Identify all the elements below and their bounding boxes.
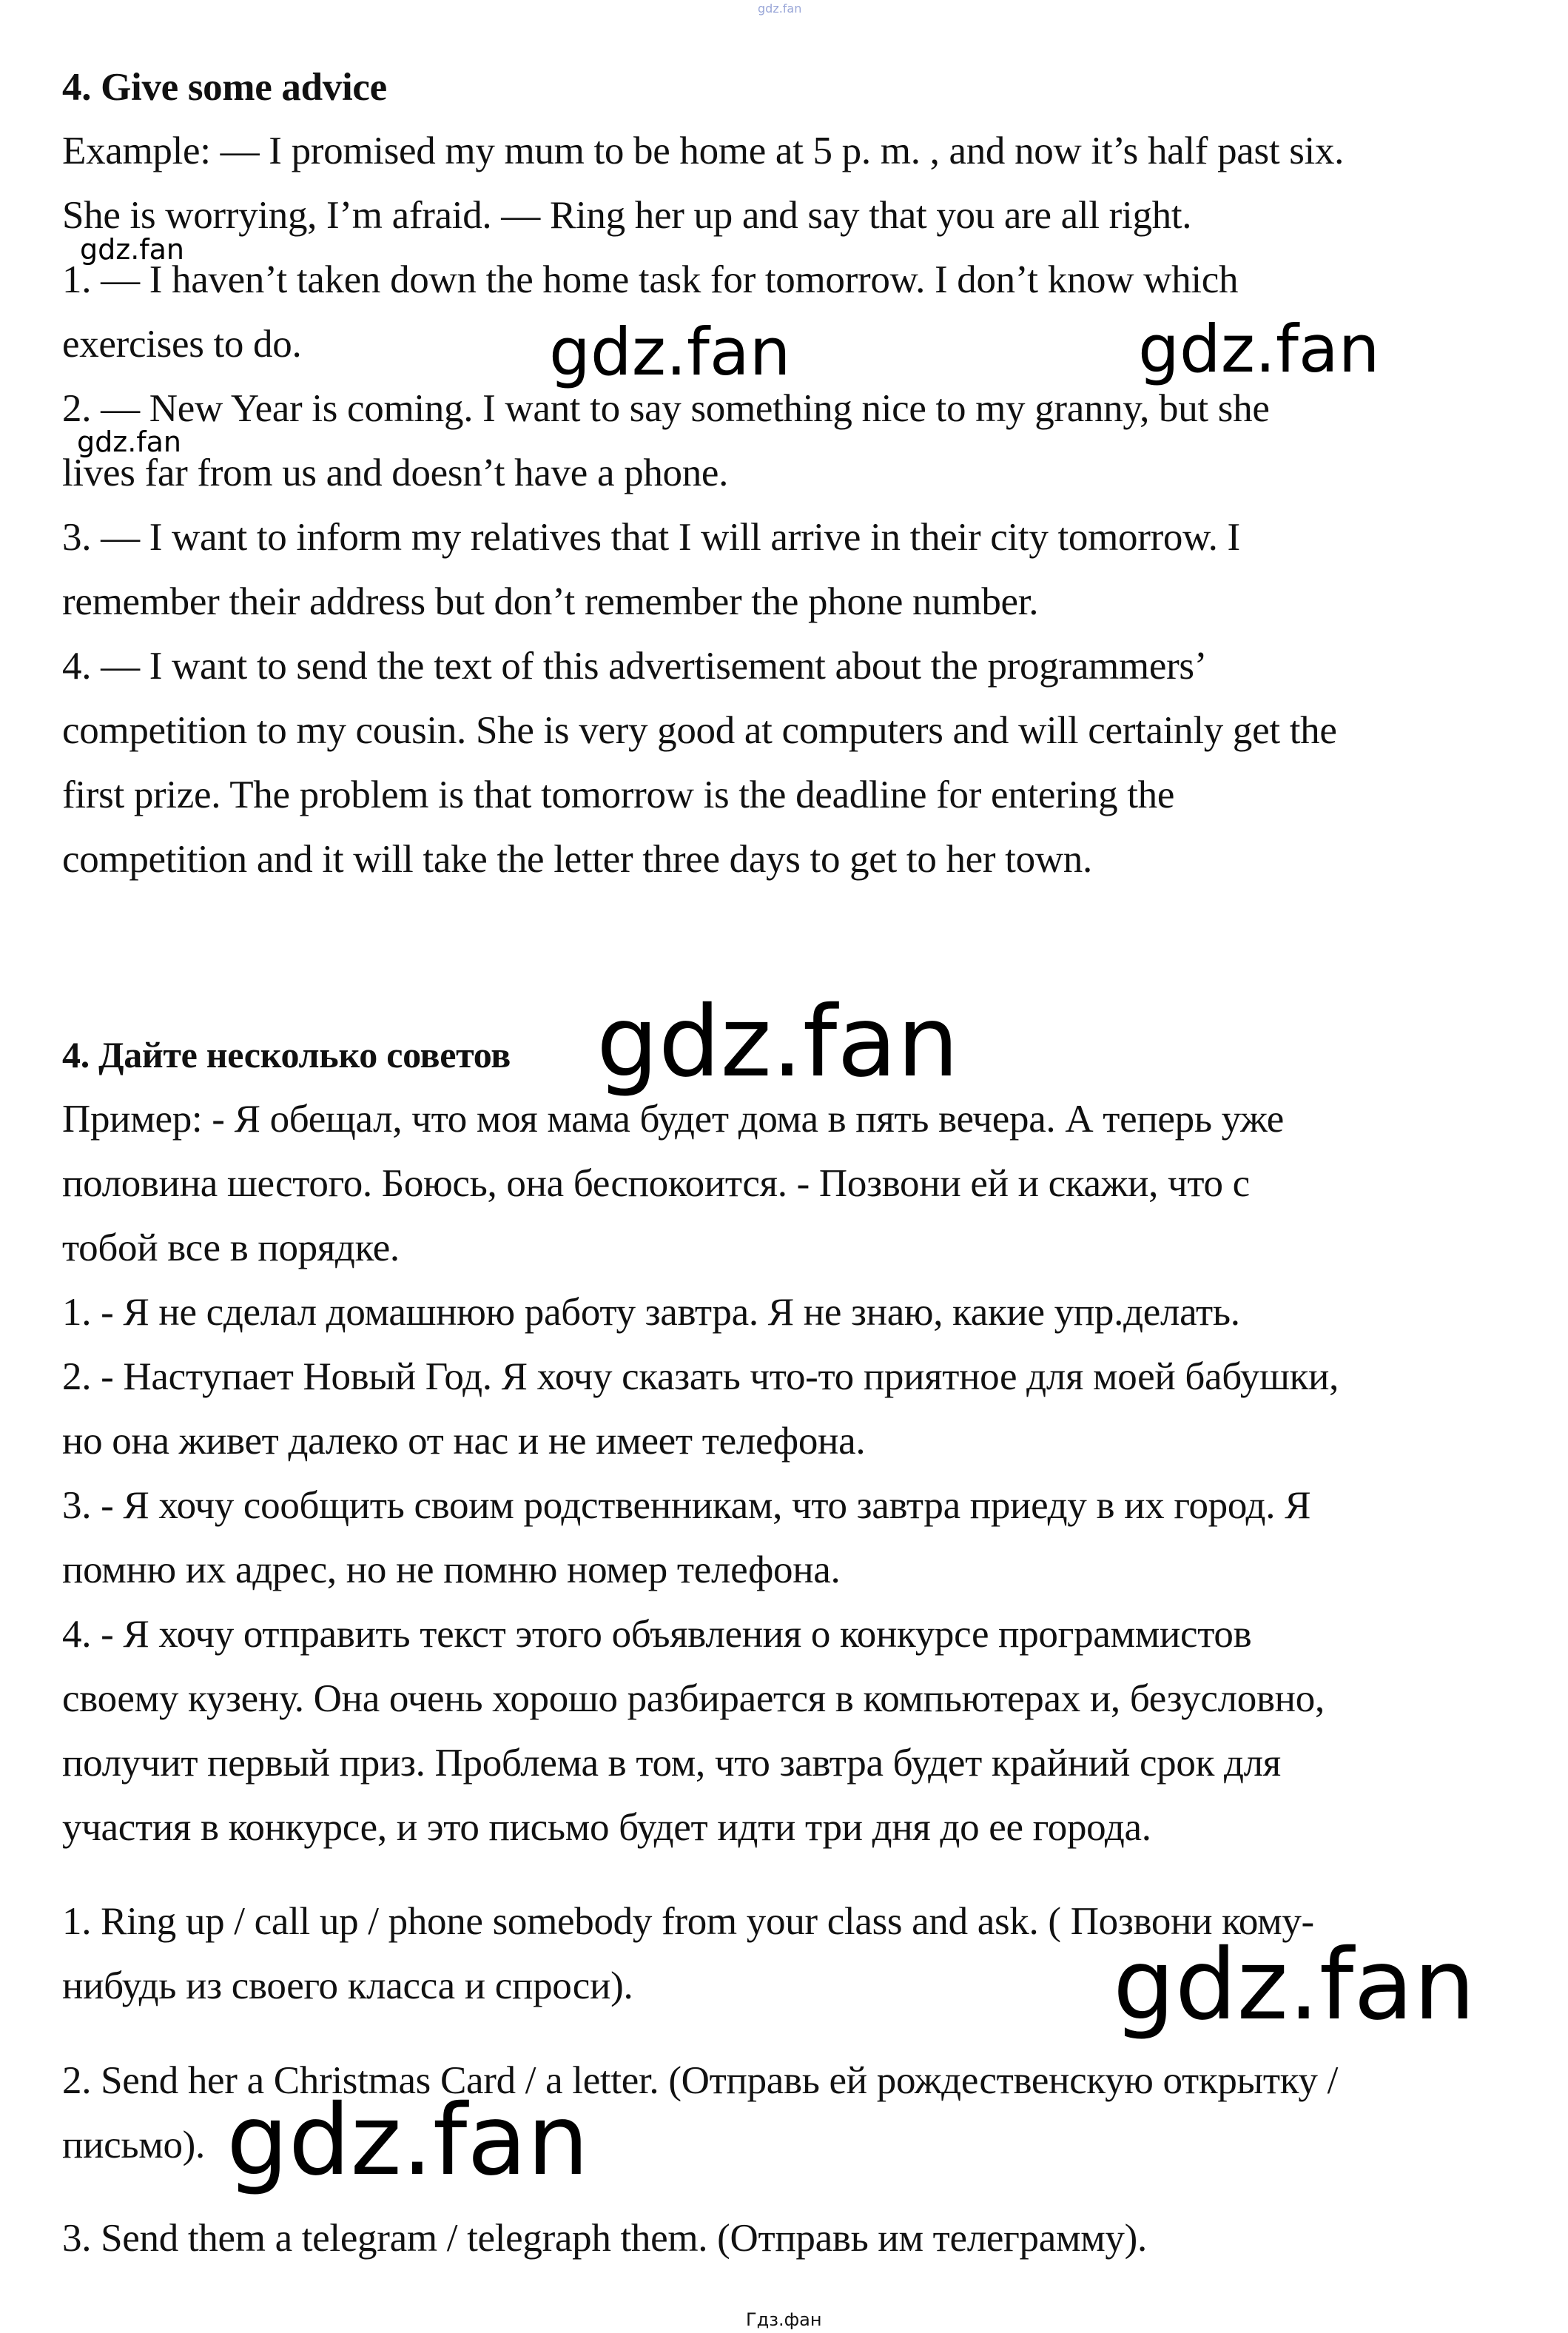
russian-line: получит первый приз. Проблема в том, что завтра будет крайний срок для — [62, 1742, 1281, 1785]
watermark: gdz.fan — [226, 2084, 589, 2198]
english-line: exercises to do. — [62, 323, 302, 366]
russian-line: 4. - Я хочу отправить текст этого объявления о конкурсе программистов — [62, 1613, 1252, 1656]
answer-line: 1. Ring up / call up / phone somebody from your class and ask. ( Позвони кому- — [62, 1900, 1314, 1943]
watermark: gdz.fan — [77, 426, 182, 458]
russian-line: участия в конкурсе, и это письмо будет идти три дня до ее города. — [62, 1806, 1151, 1849]
english-line: lives far from us and doesn’t have a phone. — [62, 452, 729, 494]
russian-heading: 4. Дайте несколько советов — [62, 1034, 511, 1075]
top-watermark: gdz.fan — [758, 1, 802, 16]
english-line: 3. — I want to inform my relatives that I will arrive in their city tomorrow. I — [62, 516, 1240, 559]
english-line: competition and it will take the letter three days to get to her town. — [62, 838, 1092, 881]
watermark: gdz.fan — [80, 233, 185, 266]
english-line: 4. — I want to send the text of this advertisement about the programmers’ — [62, 645, 1208, 688]
russian-line: своему кузену. Она очень хорошо разбирается в компьютерах и, безусловно, — [62, 1677, 1325, 1720]
watermark: gdz.fan — [1138, 311, 1380, 387]
answer-line: 3. Send them a telegram / telegraph them. (Отправь им телеграмму). — [62, 2217, 1147, 2260]
watermark: gdz.fan — [549, 314, 791, 390]
english-line: 1. — I haven’t taken down the home task for tomorrow. I don’t know which — [62, 258, 1239, 301]
russian-line: но она живет далеко от нас и не имеет телефона. — [62, 1420, 866, 1463]
footer-label: Гдз.фан — [746, 2309, 822, 2330]
russian-line: 1. - Я не сделал домашнюю работу завтра. Я не знаю, какие упр.делать. — [62, 1291, 1240, 1334]
russian-line: 2. - Наступает Новый Год. Я хочу сказать что-то приятное для моей бабушки, — [62, 1355, 1339, 1398]
russian-line: тобой все в порядке. — [62, 1226, 400, 1269]
russian-line: половина шестого. Боюсь, она беспокоится. - Позвони ей и скажи, что с — [62, 1162, 1250, 1205]
russian-line: 3. - Я хочу сообщить своим родственникам, что завтра приеду в их город. Я — [62, 1484, 1311, 1527]
answer-line: 2. Send her a Christmas Card / a letter. (Отправь ей рождественскую открытку / — [62, 2059, 1338, 2102]
english-line: 2. — New Year is coming. I want to say something nice to my granny, but she — [62, 387, 1270, 430]
russian-line: помню их адрес, но не помню номер телефона. — [62, 1548, 841, 1591]
english-line: Example: — I promised my mum to be home at 5 p. m. , and now it’s half past six. — [62, 130, 1345, 172]
english-line: remember their address but don’t remember the phone number. — [62, 580, 1039, 623]
english-line: competition to my cousin. She is very good at computers and will certainly get the — [62, 709, 1337, 752]
english-line: first prize. The problem is that tomorrow is the deadline for entering the — [62, 773, 1175, 816]
english-heading: 4. Give some advice — [62, 66, 387, 109]
answer-line: нибудь из своего класса и спроси). — [62, 1964, 633, 2007]
english-line: She is worrying, I’m afraid. — Ring her up and say that you are all right. — [62, 194, 1192, 237]
answer-line: письмо). — [62, 2124, 205, 2166]
russian-line: Пример: - Я обещал, что моя мама будет дома в пять вечера. А теперь уже — [62, 1098, 1284, 1141]
watermark: gdz.fan — [596, 985, 959, 1099]
watermark: gdz.fan — [1113, 1928, 1476, 2042]
